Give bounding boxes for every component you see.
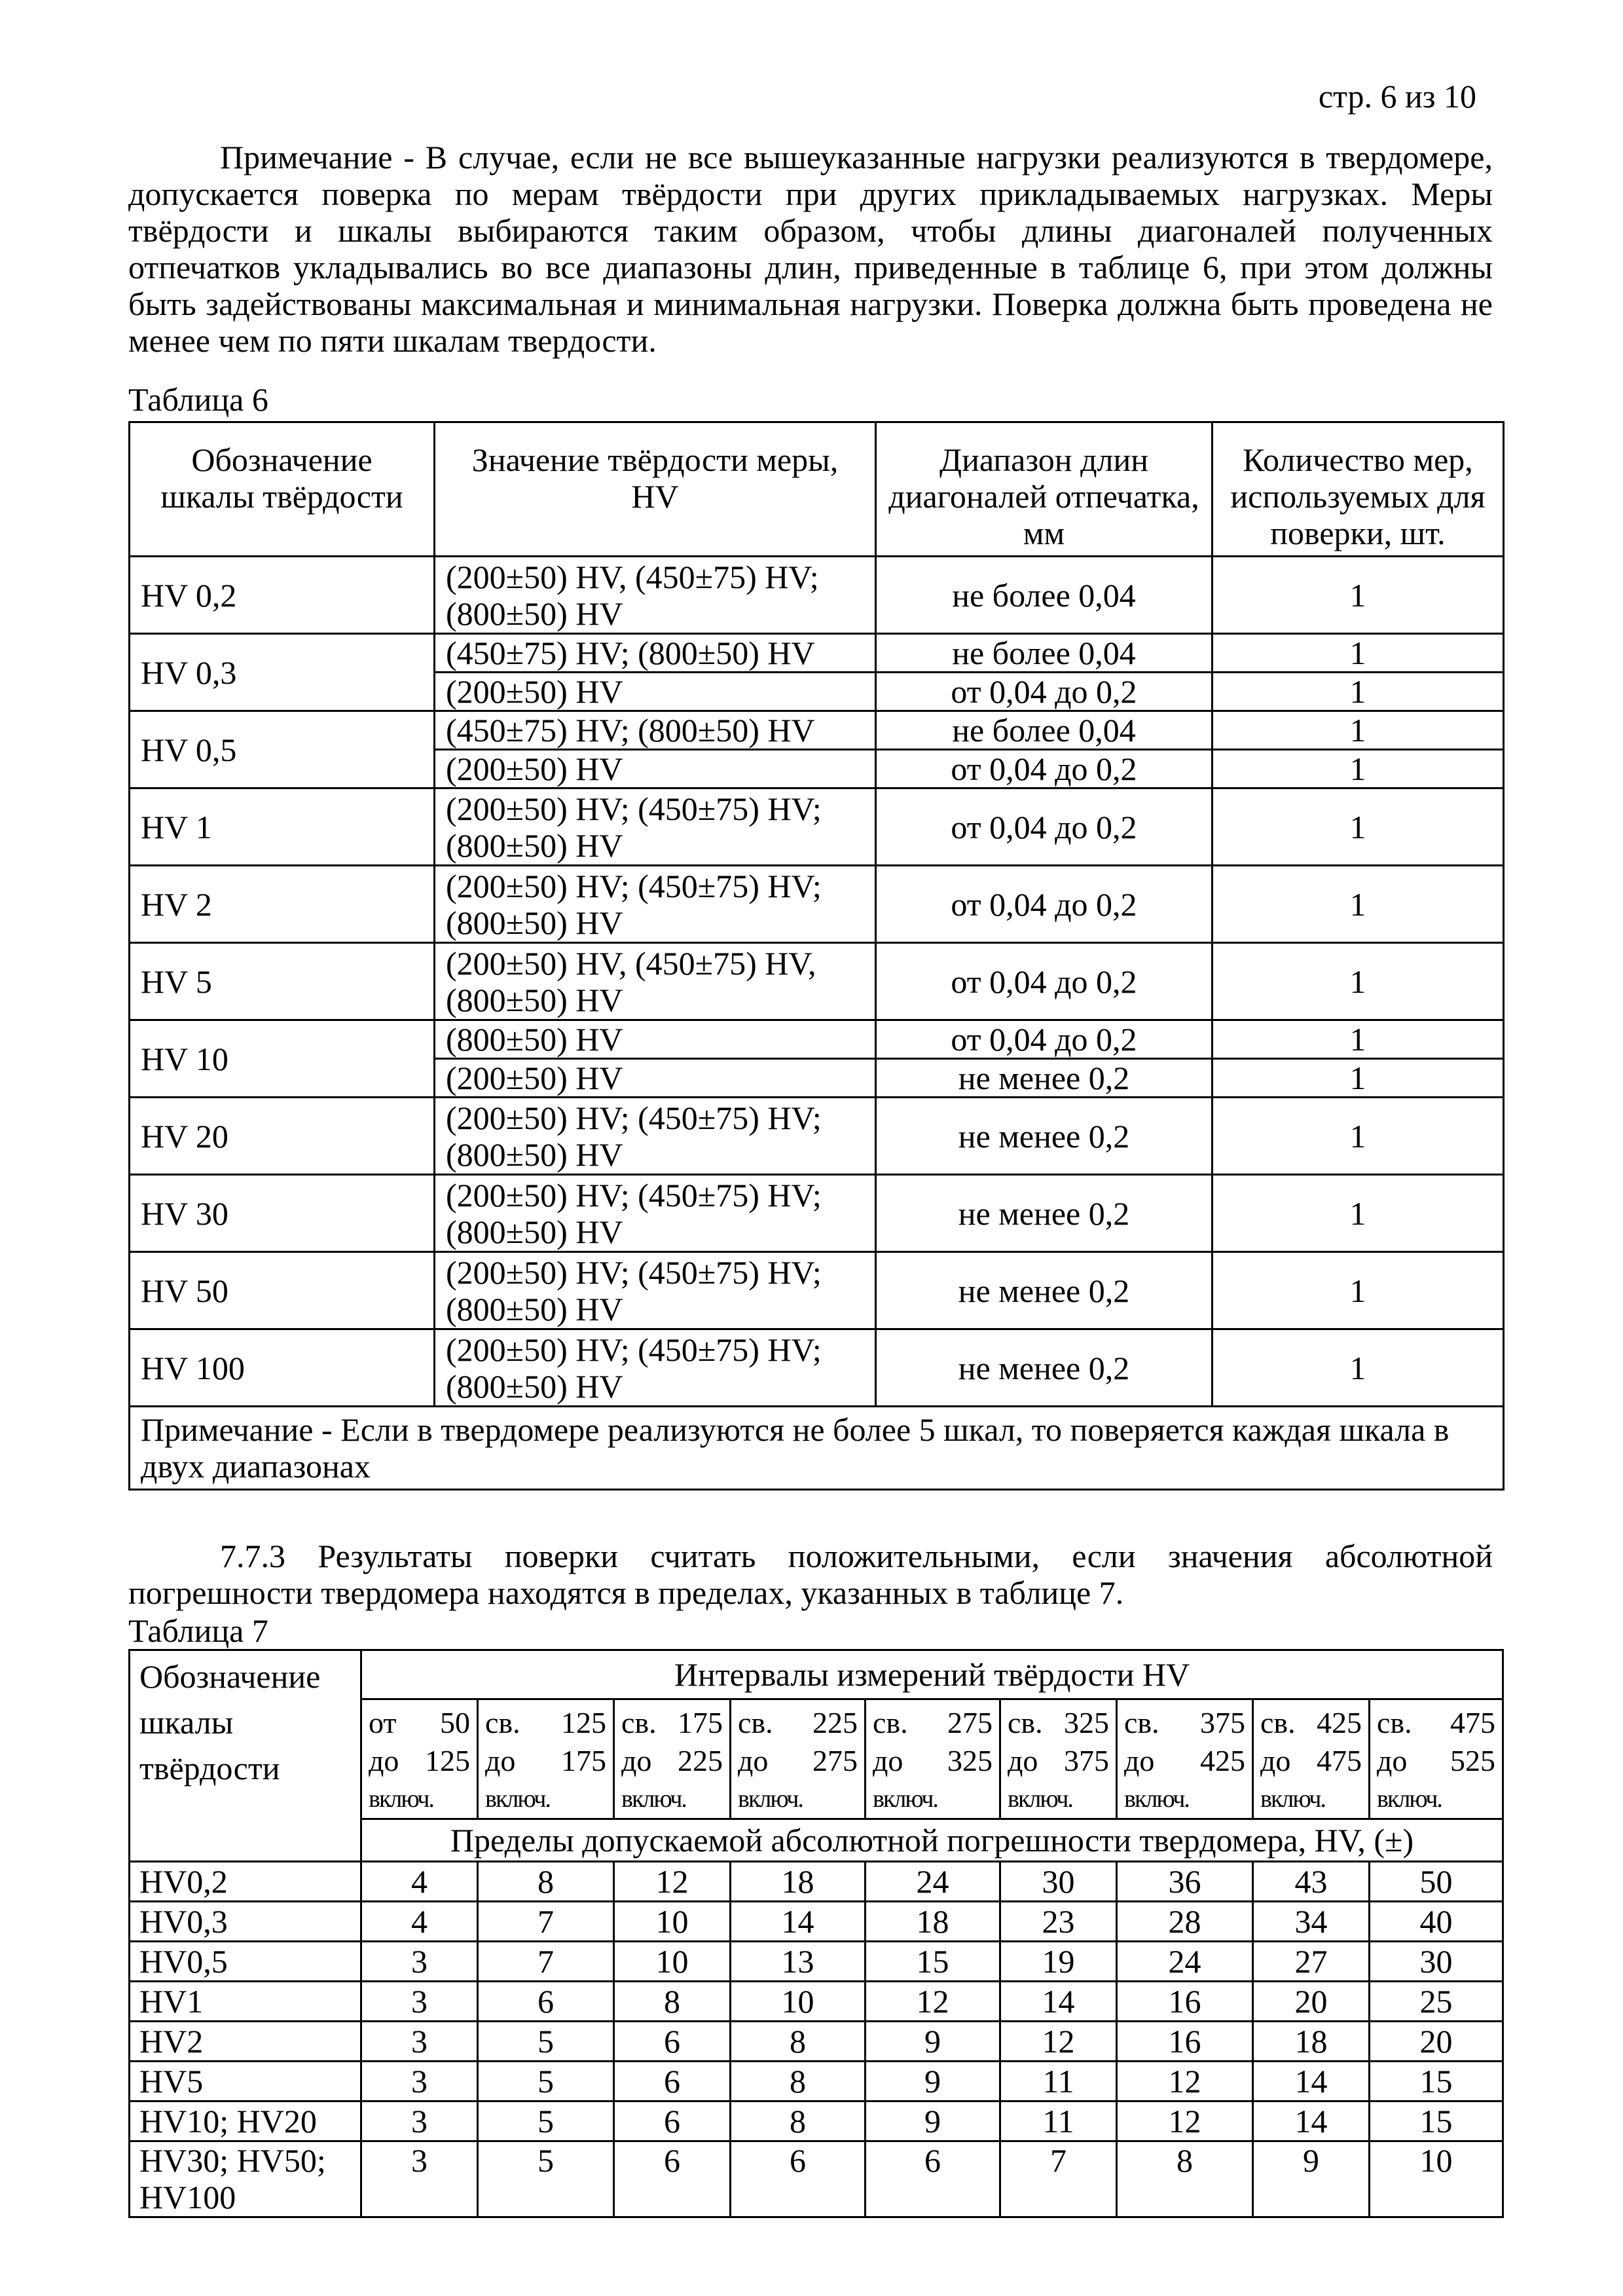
t7-value-cell: 10: [614, 1902, 731, 1942]
t7-value-cell: 16: [1117, 1982, 1253, 2022]
interval-prefix: св.: [738, 1706, 773, 1739]
t7-header-intervals: Интервалы измерений твёрдости HV: [361, 1650, 1503, 1699]
t6-qty-cell: 1: [1213, 788, 1504, 866]
t7-value-cell: 8: [614, 1982, 731, 2022]
t7-value-cell: 12: [614, 1862, 731, 1902]
t7-value-cell: 18: [1253, 2022, 1370, 2062]
t7-value-cell: 5: [478, 2022, 614, 2062]
interval-from: 325: [1064, 1706, 1109, 1739]
t6-range-cell: не менее 0,2: [876, 1059, 1213, 1098]
t6-scale-cell: HV 2: [130, 866, 435, 943]
t7-value-cell: 12: [1000, 2022, 1117, 2062]
t6-row: [130, 1175, 1504, 1252]
t7-value-cell: 4: [361, 1902, 478, 1942]
t6-qty-cell: 1: [1213, 1252, 1504, 1329]
t6-qty-cell: 1: [1213, 1020, 1504, 1059]
t7-value-cell: 27: [1253, 1942, 1370, 1982]
interval-from: 50: [440, 1706, 470, 1739]
t6-scale-cell: HV 20: [130, 1098, 435, 1175]
t7-interval-header: [731, 1699, 866, 1819]
t7-value-cell: 7: [1000, 2141, 1117, 2217]
t6-row: [130, 788, 1504, 866]
t6-range-cell: от 0,04 до 0,2: [876, 943, 1213, 1020]
t6-qty-cell: 1: [1213, 1175, 1504, 1252]
t7-row: [130, 1942, 1503, 1982]
t7-scale-cell: HV30; HV50; HV100: [130, 2141, 361, 2217]
t6-qty-cell: 1: [1213, 866, 1504, 943]
interval-inclusive: включ.: [485, 1785, 550, 1813]
t7-interval-header: [614, 1699, 731, 1819]
t6-note: Примечание - Если в твердомере реализуются не более 5 шкал, то поверяется каждая шкала в двух диапазонах: [130, 1407, 1504, 1490]
t7-value-cell: 5: [478, 2062, 614, 2102]
interval-to: 275: [812, 1744, 858, 1777]
t6-scale-cell: HV 5: [130, 943, 435, 1020]
t7-value-cell: 19: [1000, 1942, 1117, 1982]
t6-value-cell: (200±50) HV; (450±75) HV; (800±50) HV: [435, 866, 876, 943]
t7-scale-cell: HV0,3: [130, 1902, 361, 1942]
t7-value-cell: 30: [1000, 1862, 1117, 1902]
interval-to-prefix: до: [1377, 1744, 1408, 1777]
t6-range-cell: не менее 0,2: [876, 1098, 1213, 1175]
interval-from: 475: [1450, 1706, 1496, 1739]
t7-value-cell: 11: [1000, 2102, 1117, 2141]
t6-row: [130, 866, 1504, 943]
t7-value-cell: 8: [731, 2062, 866, 2102]
interval-inclusive: включ.: [1260, 1785, 1325, 1813]
interval-inclusive: включ.: [369, 1785, 433, 1813]
t7-interval-header: [1253, 1699, 1370, 1819]
interval-inclusive: включ.: [621, 1785, 686, 1813]
t6-range-cell: от 0,04 до 0,2: [876, 750, 1213, 788]
t7-value-cell: 4: [361, 1862, 478, 1902]
t6-row: [130, 1252, 1504, 1329]
t7-value-cell: 10: [614, 1942, 731, 1982]
t7-value-cell: 18: [866, 1902, 1000, 1942]
t6-value-cell: (200±50) HV; (450±75) HV; (800±50) HV: [435, 1252, 876, 1329]
t7-value-cell: 6: [478, 1982, 614, 2022]
note-paragraph: [128, 139, 1493, 359]
t6-qty-cell: 1: [1213, 750, 1504, 788]
t6-value-cell: (200±50) HV; (450±75) HV; (800±50) HV: [435, 1329, 876, 1407]
interval-from: 175: [678, 1706, 723, 1739]
t7-value-cell: 3: [361, 2062, 478, 2102]
interval-to-prefix: до: [485, 1744, 516, 1777]
table7: [128, 1649, 1504, 2218]
interval-to-prefix: до: [873, 1744, 903, 1777]
t7-value-cell: 40: [1370, 1902, 1503, 1942]
t7-value-cell: 34: [1253, 1902, 1370, 1942]
t6-header-value: Значение твёрдости меры, HV: [435, 422, 876, 557]
t7-interval-header: [1000, 1699, 1117, 1819]
t7-interval-header: [866, 1699, 1000, 1819]
t6-value-cell: (800±50) HV: [435, 1020, 876, 1059]
interval-to-prefix: до: [738, 1744, 769, 1777]
t7-value-cell: 9: [866, 2062, 1000, 2102]
t7-row: [130, 2022, 1503, 2062]
t6-qty-cell: 1: [1213, 711, 1504, 750]
t7-value-cell: 7: [478, 1902, 614, 1942]
t6-range-cell: не более 0,04: [876, 634, 1213, 673]
interval-inclusive: включ.: [738, 1785, 803, 1813]
t7-row: [130, 1862, 1503, 1902]
t7-value-cell: 3: [361, 1982, 478, 2022]
t7-value-cell: 6: [614, 2022, 731, 2062]
t7-value-cell: 14: [731, 1902, 866, 1942]
t6-range-cell: не менее 0,2: [876, 1329, 1213, 1407]
t6-row: [130, 634, 1504, 673]
table7-caption: Таблица 7: [128, 1612, 268, 1649]
interval-from: 125: [561, 1706, 606, 1739]
t7-value-cell: 24: [1117, 1942, 1253, 1982]
t7-value-cell: 12: [1117, 2102, 1253, 2141]
t6-value-cell: (200±50) HV, (450±75) HV, (800±50) HV: [435, 943, 876, 1020]
t6-scale-cell: HV 10: [130, 1020, 435, 1098]
interval-from: 375: [1200, 1706, 1245, 1739]
interval-inclusive: включ.: [1124, 1785, 1189, 1813]
t6-range-cell: не менее 0,2: [876, 1175, 1213, 1252]
t7-value-cell: 8: [731, 2102, 866, 2141]
t7-row: [130, 1982, 1503, 2022]
t7-value-cell: 15: [1370, 2062, 1503, 2102]
interval-to-prefix: до: [621, 1744, 652, 1777]
t6-range-cell: от 0,04 до 0,2: [876, 673, 1213, 711]
interval-prefix: св.: [1260, 1706, 1296, 1739]
t6-value-cell: (450±75) HV; (800±50) HV: [435, 711, 876, 750]
t7-row: [130, 2141, 1503, 2217]
interval-from: 225: [812, 1706, 858, 1739]
t7-value-cell: 43: [1253, 1862, 1370, 1902]
t7-value-cell: 8: [731, 2022, 866, 2062]
t7-value-cell: 9: [1253, 2141, 1370, 2217]
t6-qty-cell: 1: [1213, 943, 1504, 1020]
t6-header-range: Диапазон длин диагоналей отпечатка, мм: [876, 422, 1213, 557]
t6-qty-cell: 1: [1213, 1098, 1504, 1175]
interval-to-prefix: до: [1008, 1744, 1038, 1777]
table6-body: [130, 557, 1504, 1407]
interval-to: 375: [1064, 1744, 1109, 1777]
t6-scale-cell: HV 0,3: [130, 634, 435, 711]
t7-interval-header: [1117, 1699, 1253, 1819]
table6-caption: Таблица 6: [128, 381, 268, 418]
interval-from: 425: [1317, 1706, 1362, 1739]
t7-scale-cell: HV0,2: [130, 1862, 361, 1902]
t7-value-cell: 6: [866, 2141, 1000, 2217]
t6-value-cell: (200±50) HV; (450±75) HV; (800±50) HV: [435, 1098, 876, 1175]
t7-value-cell: 12: [1117, 2062, 1253, 2102]
t7-interval-header: [478, 1699, 614, 1819]
interval-inclusive: включ.: [873, 1785, 938, 1813]
t6-scale-cell: HV 1: [130, 788, 435, 866]
t7-scale-cell: HV1: [130, 1982, 361, 2022]
interval-inclusive: включ.: [1008, 1785, 1072, 1813]
t6-value-cell: (200±50) HV, (450±75) HV; (800±50) HV: [435, 557, 876, 634]
t6-row: [130, 557, 1504, 634]
interval-to: 425: [1200, 1744, 1245, 1777]
section-7-7-3-text: 7.7.3 Результаты поверки считать положительными, если значения абсолютной погрешности твердомера находятся в пределах, указанных в таблице 7.: [128, 1538, 1493, 1611]
t7-value-cell: 50: [1370, 1862, 1503, 1902]
interval-inclusive: включ.: [1377, 1785, 1442, 1813]
t6-value-cell: (450±75) HV; (800±50) HV: [435, 634, 876, 673]
t6-scale-cell: HV 0,2: [130, 557, 435, 634]
t6-row: [130, 1329, 1504, 1407]
interval-to-prefix: до: [369, 1744, 399, 1777]
section-7-7-3: [128, 1538, 1493, 1611]
interval-to-prefix: до: [1260, 1744, 1291, 1777]
t7-value-cell: 25: [1370, 1982, 1503, 2022]
interval-to: 125: [425, 1744, 470, 1777]
t7-value-cell: 6: [614, 2062, 731, 2102]
interval-prefix: св.: [621, 1706, 657, 1739]
t7-interval-header: [361, 1699, 478, 1819]
t6-value-cell: (200±50) HV: [435, 1059, 876, 1098]
t6-header-scale: Обозначение шкалы твёрдости: [130, 422, 435, 557]
t7-value-cell: 23: [1000, 1902, 1117, 1942]
t7-value-cell: 8: [1117, 2141, 1253, 2217]
t6-row: [130, 711, 1504, 750]
t6-qty-cell: 1: [1213, 557, 1504, 634]
t7-value-cell: 15: [1370, 2102, 1503, 2141]
t7-value-cell: 7: [478, 1942, 614, 1982]
interval-prefix: св.: [1377, 1706, 1412, 1739]
t6-qty-cell: 1: [1213, 1329, 1504, 1407]
t7-value-cell: 24: [866, 1862, 1000, 1902]
interval-to: 475: [1317, 1744, 1362, 1777]
t7-value-cell: 36: [1117, 1862, 1253, 1902]
t6-qty-cell: 1: [1213, 1059, 1504, 1098]
t6-scale-cell: HV 100: [130, 1329, 435, 1407]
table7-body: [130, 1862, 1503, 2217]
t7-value-cell: 18: [731, 1862, 866, 1902]
t7-value-cell: 11: [1000, 2062, 1117, 2102]
t7-value-cell: 13: [731, 1942, 866, 1982]
t7-value-cell: 3: [361, 2102, 478, 2141]
t7-header-limits: Пределы допускаемой абсолютной погрешности твердомера, HV, (±): [361, 1819, 1503, 1862]
interval-prefix: от: [369, 1706, 397, 1739]
t7-value-cell: 28: [1117, 1902, 1253, 1942]
t7-value-cell: 3: [361, 1942, 478, 1982]
t7-value-cell: 14: [1253, 2102, 1370, 2141]
t6-header-qty: Количество мер, используемых для поверки, шт.: [1213, 422, 1504, 557]
t7-interval-header: [1370, 1699, 1503, 1819]
note-paragraph-text: Примечание - В случае, если не все вышеуказанные нагрузки реализуются в твердомере, допускается поверка по мерам твёрдости при других прикладываемых нагрузках. Меры твёрдости и шкалы выбираются таким образом, чтобы длины диагоналей полученных отпечатков укладывались во все диапазоны длин, приведенные в таблице 6, при этом должны быть задействованы максимальная и минимальная нагрузки. Поверка должна быть проведена не менее чем по пяти шкалам твердости.: [128, 139, 1493, 359]
interval-to: 225: [678, 1744, 723, 1777]
interval-prefix: св.: [485, 1706, 520, 1739]
t7-header-scale: Обозначение шкалы твёрдости: [130, 1650, 361, 1862]
t7-value-cell: 15: [866, 1942, 1000, 1982]
t7-value-cell: 3: [361, 2141, 478, 2217]
t7-value-cell: 16: [1117, 2022, 1253, 2062]
t6-row: [130, 1098, 1504, 1175]
interval-to: 525: [1450, 1744, 1496, 1777]
interval-to: 175: [561, 1744, 606, 1777]
t7-scale-cell: HV10; HV20: [130, 2102, 361, 2141]
t6-qty-cell: 1: [1213, 673, 1504, 711]
t6-row: [130, 943, 1504, 1020]
t7-value-cell: 10: [731, 1982, 866, 2022]
t7-row: [130, 1902, 1503, 1942]
page-number: стр. 6 из 10: [1318, 78, 1476, 115]
t6-scale-cell: HV 30: [130, 1175, 435, 1252]
t6-value-cell: (200±50) HV; (450±75) HV; (800±50) HV: [435, 1175, 876, 1252]
t7-value-cell: 20: [1370, 2022, 1503, 2062]
t7-value-cell: 20: [1253, 1982, 1370, 2022]
table6: [128, 421, 1504, 1491]
t6-scale-cell: HV 50: [130, 1252, 435, 1329]
t7-scale-cell: HV5: [130, 2062, 361, 2102]
interval-to-prefix: до: [1124, 1744, 1155, 1777]
t7-row: [130, 2062, 1503, 2102]
t6-value-cell: (200±50) HV: [435, 673, 876, 711]
t7-value-cell: 12: [866, 1982, 1000, 2022]
interval-from: 275: [947, 1706, 993, 1739]
t7-value-cell: 10: [1370, 2141, 1503, 2217]
t6-range-cell: не более 0,04: [876, 557, 1213, 634]
t7-value-cell: 9: [866, 2022, 1000, 2062]
t7-value-cell: 8: [478, 1862, 614, 1902]
t6-value-cell: (200±50) HV: [435, 750, 876, 788]
t6-row: [130, 1020, 1504, 1059]
t6-range-cell: от 0,04 до 0,2: [876, 1020, 1213, 1059]
t6-qty-cell: 1: [1213, 634, 1504, 673]
t6-range-cell: от 0,04 до 0,2: [876, 788, 1213, 866]
interval-prefix: св.: [1124, 1706, 1159, 1739]
t7-value-cell: 6: [731, 2141, 866, 2217]
interval-to: 325: [947, 1744, 993, 1777]
t7-scale-cell: HV2: [130, 2022, 361, 2062]
t7-value-cell: 14: [1000, 1982, 1117, 2022]
t6-range-cell: не менее 0,2: [876, 1252, 1213, 1329]
t6-scale-cell: HV 0,5: [130, 711, 435, 788]
t6-range-cell: не более 0,04: [876, 711, 1213, 750]
t7-value-cell: 6: [614, 2141, 731, 2217]
t7-row: [130, 2102, 1503, 2141]
t7-value-cell: 3: [361, 2022, 478, 2062]
t7-value-cell: 9: [866, 2102, 1000, 2141]
t6-range-cell: от 0,04 до 0,2: [876, 866, 1213, 943]
interval-prefix: св.: [1008, 1706, 1043, 1739]
t7-value-cell: 5: [478, 2102, 614, 2141]
t6-value-cell: (200±50) HV; (450±75) HV; (800±50) HV: [435, 788, 876, 866]
interval-prefix: св.: [873, 1706, 908, 1739]
t7-value-cell: 14: [1253, 2062, 1370, 2102]
t7-value-cell: 6: [614, 2102, 731, 2141]
t7-value-cell: 5: [478, 2141, 614, 2217]
t7-scale-cell: HV0,5: [130, 1942, 361, 1982]
t7-value-cell: 30: [1370, 1942, 1503, 1982]
